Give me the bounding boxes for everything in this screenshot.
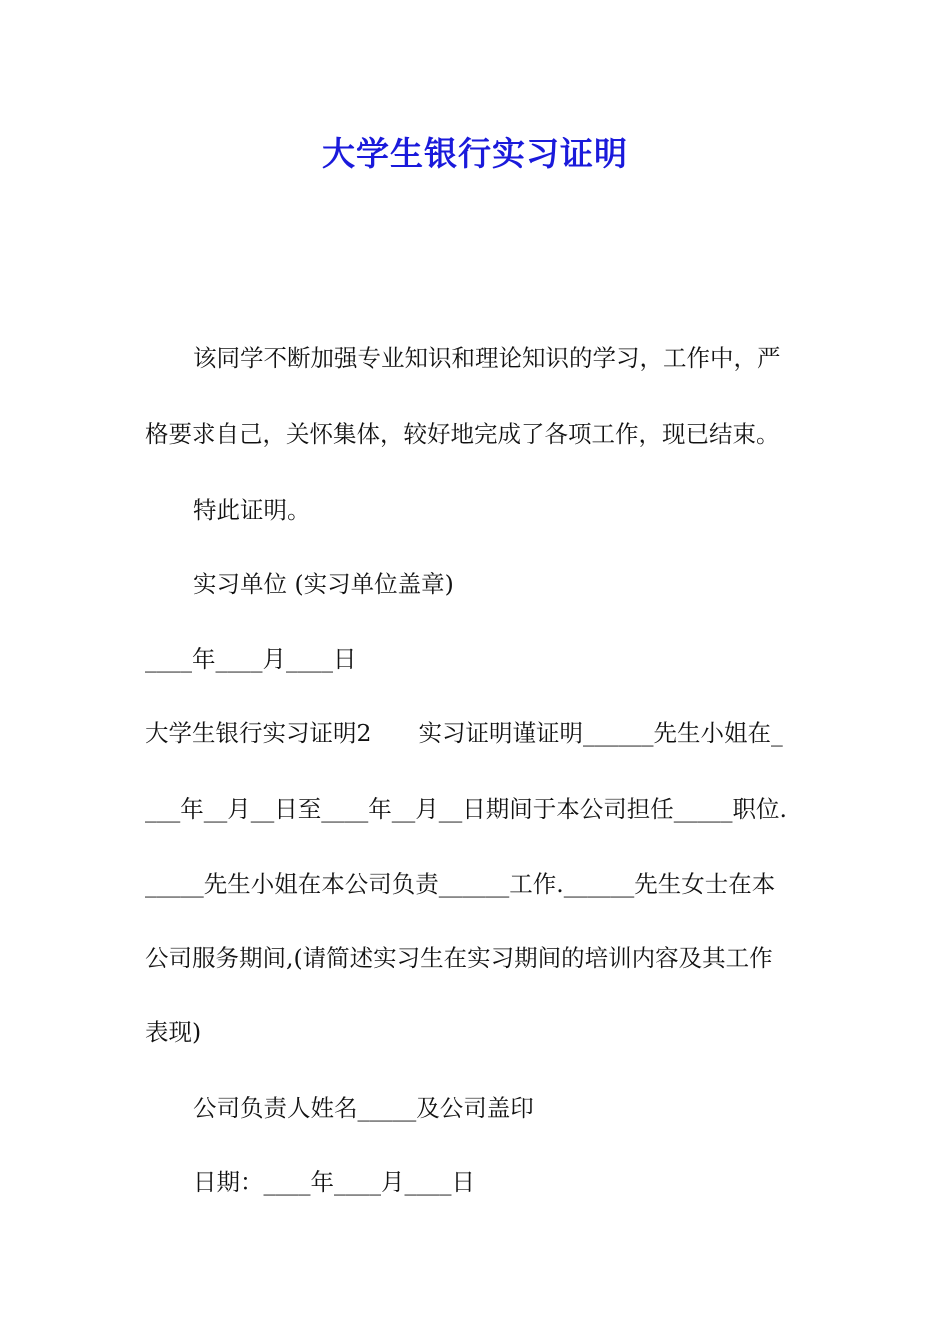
body-line-2: 格要求自己，关怀集体，较好地完成了各项工作，现已结束。: [145, 420, 780, 448]
certify-line: 特此证明。: [193, 496, 311, 524]
section-2-line-1: 大学生银行实习证明2 实习证明谨证明______先生小姐在_: [145, 719, 783, 747]
section-2-line-3: _____先生小姐在本公司负责______工作.______先生女士在本: [145, 870, 776, 898]
section-2-line-2: ___年__月__日至____年__月__日期间于本公司担任_____职位.: [145, 795, 787, 823]
section-2-line-5: 表现): [145, 1018, 202, 1046]
body-line-1: 该同学不断加强专业知识和理论知识的学习，工作中，严: [193, 344, 781, 372]
section-2-line-4: 公司服务期间,(请简述实习生在实习期间的培训内容及其工作: [145, 944, 773, 972]
document-title: 大学生银行实习证明: [322, 134, 628, 173]
date-line: 日期：____年____月____日: [193, 1168, 475, 1196]
unit-seal-line: 实习单位 (实习单位盖章): [193, 570, 454, 598]
signatory-line: 公司负责人姓名_____及公司盖印: [193, 1094, 534, 1122]
date-blank-line: ____年____月____日: [145, 645, 357, 673]
